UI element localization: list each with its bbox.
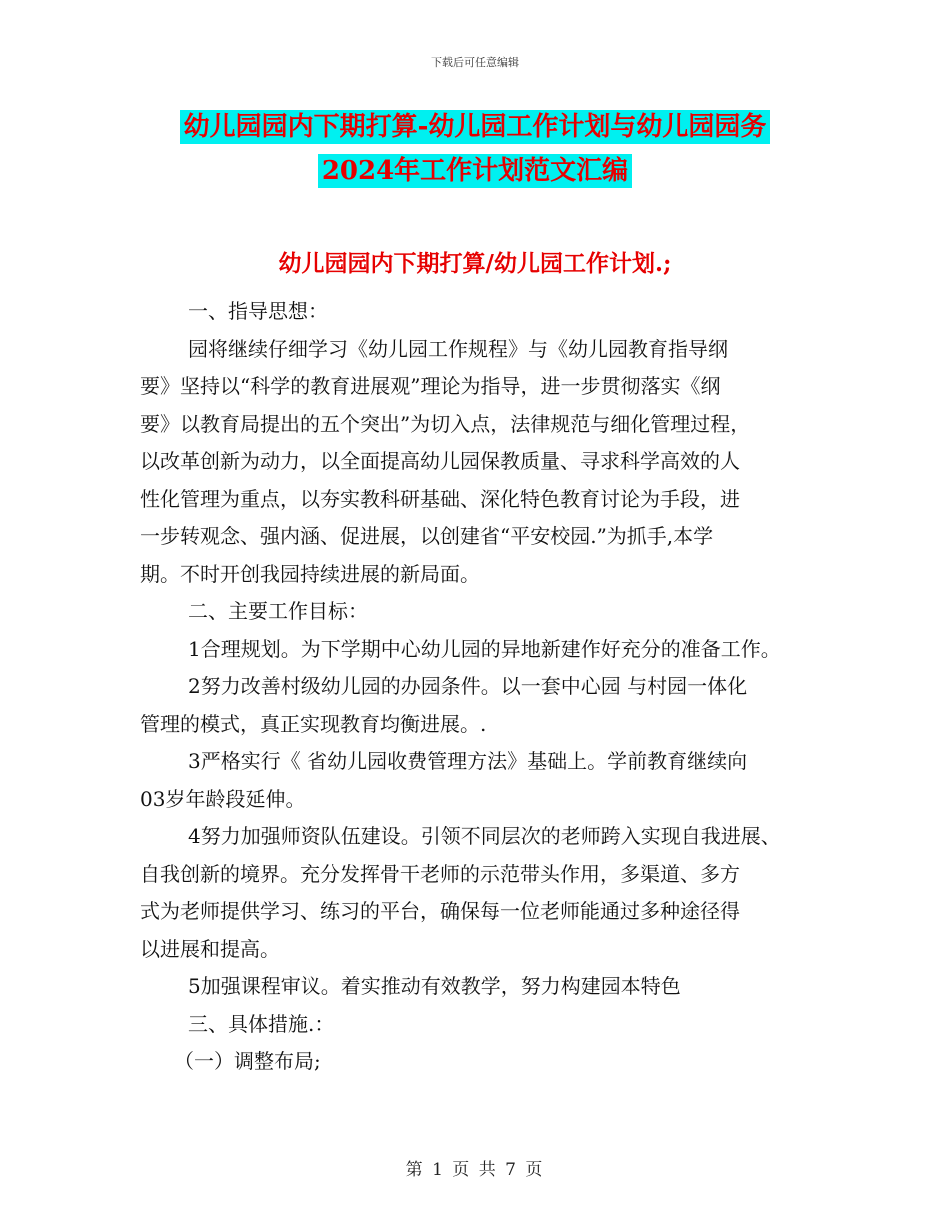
- page-footer: 第 1 页 共 7 页: [405, 1160, 545, 1180]
- body-line: 以进展和提高。: [140, 936, 280, 961]
- body-line: 3严格实行《 省幼儿园收费管理方法》基础上。学前教育继续向: [188, 749, 748, 773]
- body-line: 管理的模式，真正实现教育均衡进展。.: [140, 711, 487, 736]
- document-title: [0, 110, 950, 188]
- page-header-note: 下载后可任意编辑: [431, 56, 519, 69]
- body-line: 要》以教育局提出的五个突出”为切入点，法律规范与细化管理过程，: [140, 411, 751, 436]
- section-subtitle: 幼儿园园内下期打算/幼儿园工作计划.;: [278, 250, 672, 277]
- body-line: （一）调整布局;: [174, 1049, 321, 1073]
- title-line-2: 2024年工作计划范文汇编: [318, 154, 632, 188]
- body-line: 二、主要工作目标：: [188, 599, 368, 623]
- body-line: 5加强课程审议。着实推动有效教学，努力构建园本特色: [188, 974, 681, 998]
- document-body: [140, 293, 830, 1081]
- body-line: 一、指导思想：: [188, 299, 328, 323]
- body-line: 式为老师提供学习、练习的平台，确保每一位老师能通过多种途径得: [140, 899, 740, 923]
- body-line: 期。不时开创我园持续进展的新局面。: [140, 561, 480, 586]
- body-line: 4努力加强师资队伍建设。引领不同层次的老师跨入实现自我进展、: [188, 824, 781, 848]
- body-line: 性化管理为重点，以夯实教科研基础、深化特色教育讨论为手段，进: [140, 486, 740, 511]
- body-line: 1合理规划。为下学期中心幼儿园的异地新建作好充分的准备工作。: [188, 636, 781, 661]
- body-line: 园将继续仔细学习《幼儿园工作规程》与《幼儿园教育指导纲: [188, 336, 728, 361]
- body-line: 03岁年龄段延伸。: [140, 786, 306, 811]
- body-line: 一步转观念、强内涵、促进展，以创建省“平安校园.”为抓手,本学: [140, 524, 714, 548]
- title-line-1: 幼儿园园内下期打算-幼儿园工作计划与幼儿园园务: [180, 110, 771, 144]
- body-line: 2努力改善村级幼儿园的办园条件。以一套中心园 与村园一体化: [188, 674, 748, 698]
- body-line: 以改革创新为动力，以全面提高幼儿园保教质量、寻求科学高效的人: [140, 449, 740, 473]
- body-line: 自我创新的境界。充分发挥骨干老师的示范带头作用，多渠道、多方: [140, 861, 740, 886]
- body-line: 三、具体措施.：: [188, 1011, 335, 1036]
- body-line: 要》坚持以“科学的教育进展观”理论为指导，进一步贯彻落实《纲: [140, 374, 721, 398]
